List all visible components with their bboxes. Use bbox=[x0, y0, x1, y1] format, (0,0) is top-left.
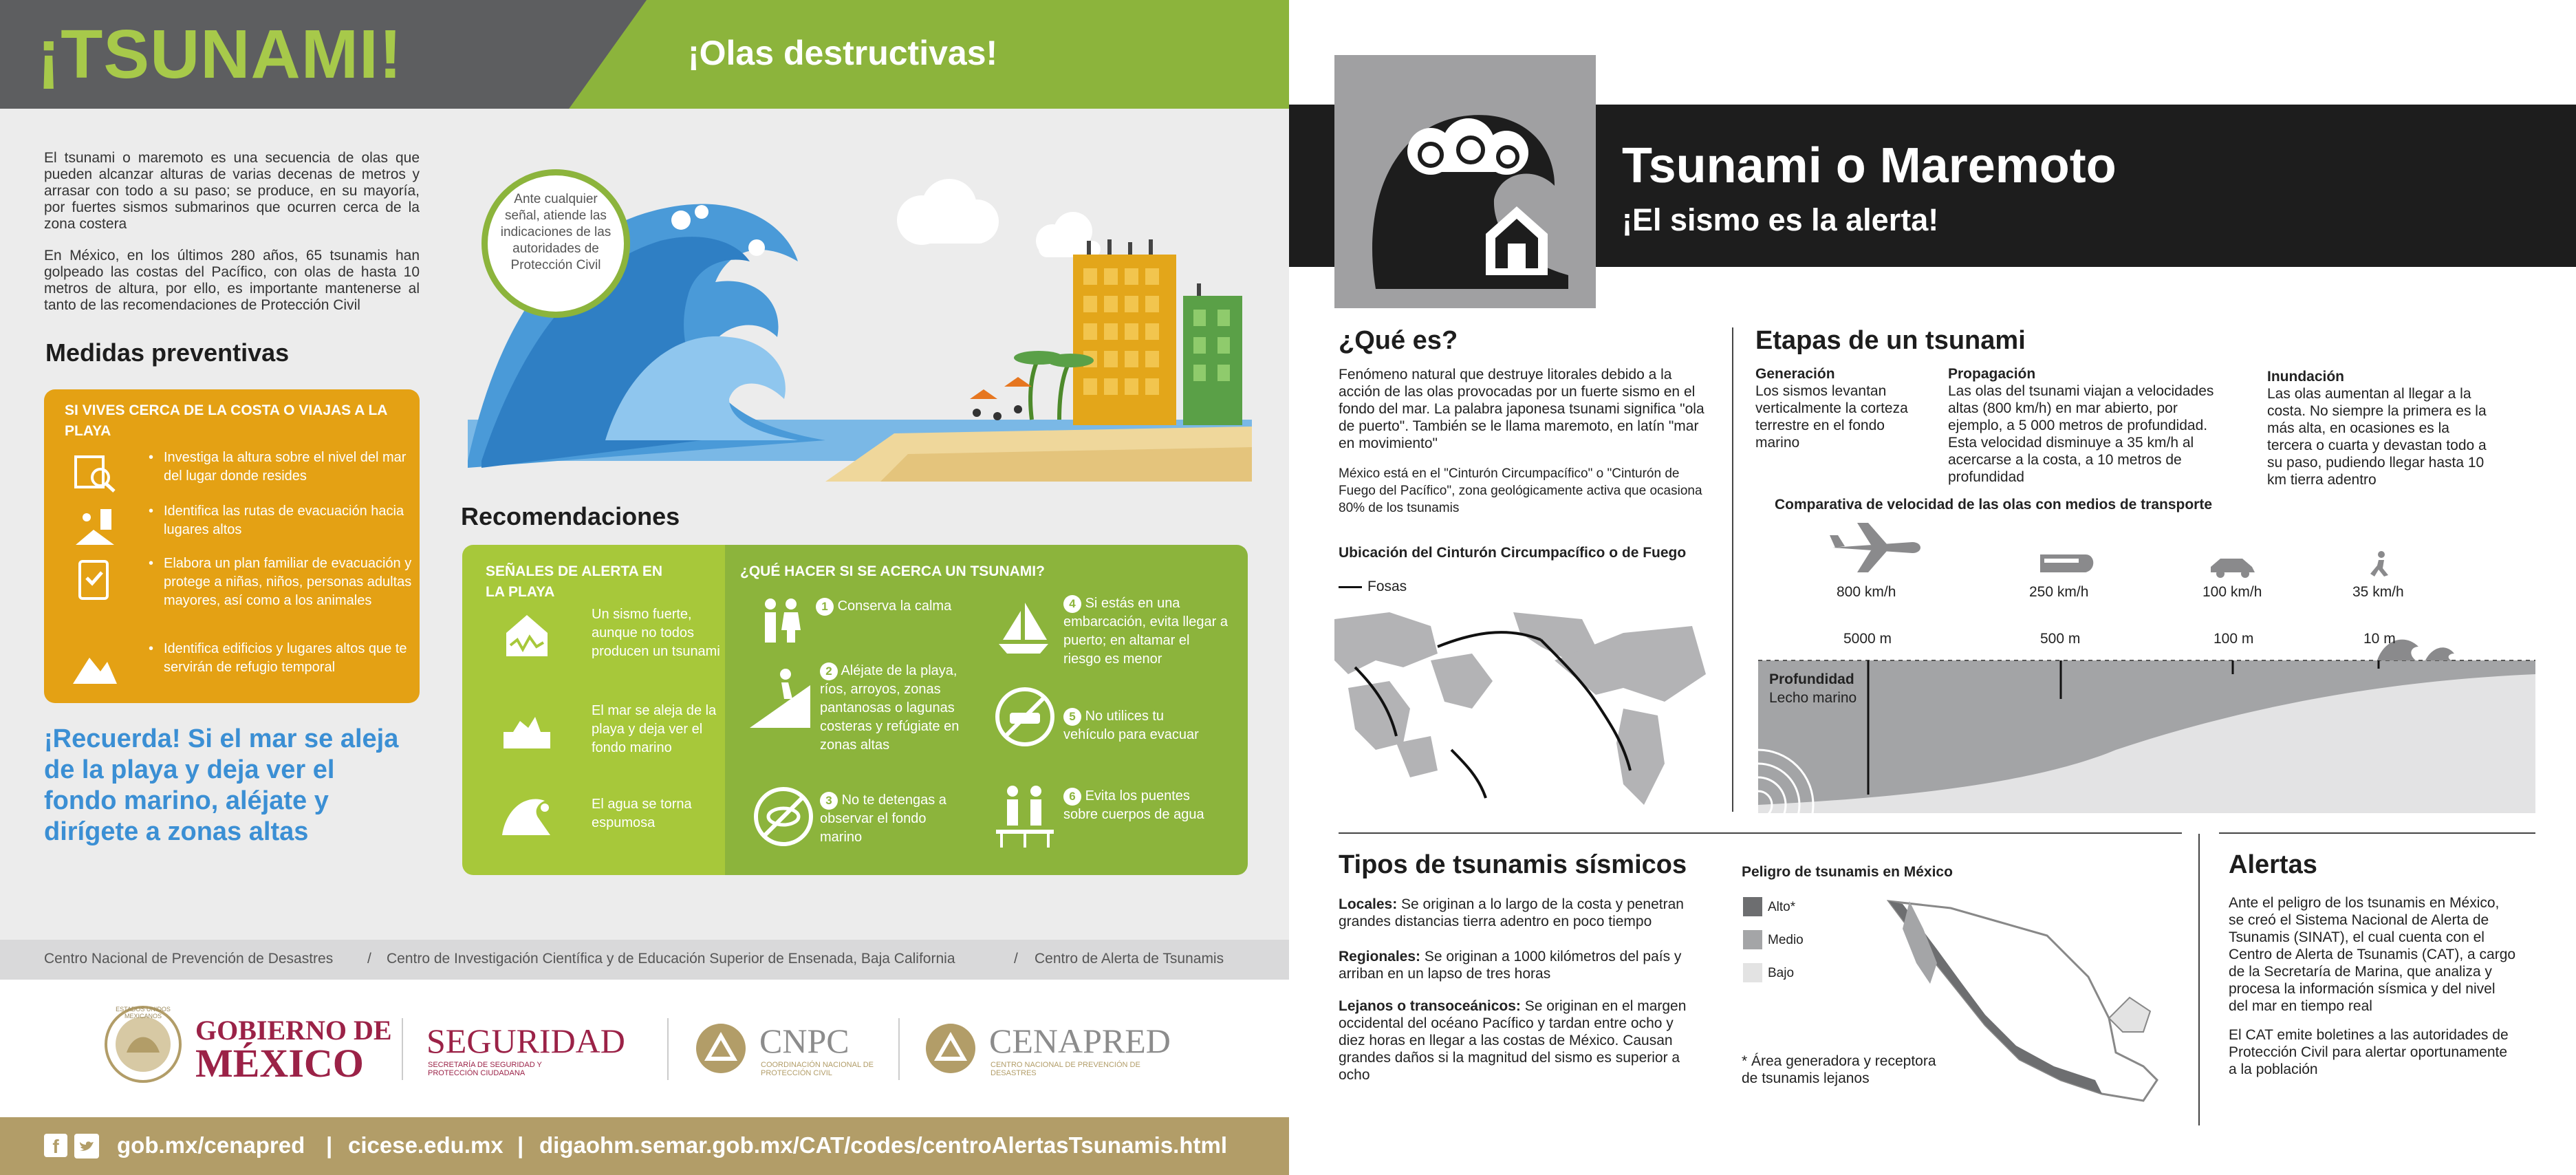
step-number: 3 bbox=[820, 792, 838, 810]
que-hacer-item bbox=[1063, 594, 1229, 669]
medidas-item-text: • Identifica edificios y lugares altos que te servirán de refugio temporal bbox=[164, 640, 418, 677]
senales-item-text: Un sismo fuerte, aunque no todos producen un tsunami bbox=[592, 607, 720, 659]
evacuation-route-icon bbox=[73, 506, 117, 548]
que-hacer-item bbox=[1063, 707, 1215, 744]
comparativa-title: Comparativa de velocidad de las olas con medios de transporte bbox=[1775, 497, 2213, 513]
intro-paragraph-2: En México, en los últimos 280 años, 65 tsunamis han golpeado las costas del Pacífico, con olas de hasta 10 metros de altura, por ello, es importante mantenerse al tanto de las recomendaciones de Protección Civil bbox=[44, 248, 420, 313]
links-separator: | bbox=[326, 1132, 333, 1158]
logo-divider bbox=[402, 1018, 403, 1080]
header-subtitle: ¡Olas destructivas! bbox=[688, 34, 998, 72]
receding-sea-icon bbox=[499, 700, 554, 753]
alertas-title: Alertas bbox=[2229, 850, 2317, 879]
step-text: Aléjate de la playa, ríos, arroyos, zonas pantanosas o lagunas costeras y refúgiate en zonas altas bbox=[820, 663, 960, 753]
que-es-paragraph-2: México está en el "Cinturón Circumpacífico" o "Cinturón de Fuego del Pacífico", zona geológicamente activa que ocasiona 80% de los tsunamis bbox=[1339, 466, 1702, 515]
gob-logo-line1: GOBIERNO DE bbox=[195, 1015, 392, 1046]
tipo-text: Se originan en el margen occidental del océano Pacífico y tardan entre ocho y diez horas en llegar a las costas de México. Causan grandes daños si la magnitud del sismo es superior a ocho bbox=[1339, 998, 1687, 1083]
depth-label: 10 m bbox=[2363, 631, 2396, 647]
peligro-note: * Área generadora y receptora de tsunamis lejanos bbox=[1742, 1053, 1936, 1086]
lecho-label: Lecho marino bbox=[1769, 690, 1857, 706]
section-divider bbox=[1732, 327, 1733, 812]
link-semar-cat[interactable]: digaohm.semar.gob.mx/CAT/codes/centroAlertasTsunamis.html bbox=[539, 1132, 1228, 1158]
medidas-item bbox=[65, 554, 415, 610]
alertas-text-2: El CAT emite boletines a las autoridades de Protección Civil para alertar oportunamente a la población bbox=[2229, 1027, 2509, 1077]
fosas-legend-label: Fosas bbox=[1367, 579, 1407, 594]
right-subtitle: ¡El sismo es la alerta! bbox=[1622, 202, 1939, 237]
tipo-text: Se originan a 1000 kilómetros del país y arriban en un lapso de tres horas bbox=[1339, 949, 1682, 982]
tipo-name: Regionales: bbox=[1339, 949, 1421, 964]
profundidad-label: Profundidad bbox=[1769, 671, 1854, 687]
medidas-item bbox=[65, 449, 415, 504]
step-number: 6 bbox=[1063, 788, 1081, 806]
seal-lettering: ESTADOS UNIDOS MEXICANOS bbox=[116, 1006, 171, 1020]
institution-cenapred: Centro Nacional de Prevención de Desastres bbox=[44, 951, 334, 967]
etapa-name: Propagación bbox=[1948, 366, 2036, 382]
medidas-title: Medidas preventivas bbox=[45, 338, 290, 367]
que-hacer-item bbox=[820, 662, 971, 755]
airplane-icon bbox=[1830, 520, 1925, 575]
medidas-item bbox=[65, 640, 415, 695]
reminder-text: ¡Recuerda! Si el mar se aleja de la playa y deja ver el fondo marino, aléjate y dirígete a zonas altas bbox=[44, 724, 399, 846]
que-hacer-heading: ¿QUÉ HACER SI SE ACERCA UN TSUNAMI? bbox=[740, 563, 1045, 579]
legend-label-alto: Alto* bbox=[1768, 900, 1796, 914]
medidas-item-text: • Elabora un plan familiar de evacuación y protege a niñas, niños, personas adultas mayores, así como a los animales bbox=[164, 554, 418, 610]
tipo-item bbox=[1339, 948, 1696, 982]
speed-label: 35 km/h bbox=[2352, 584, 2404, 600]
legend-swatch-alto bbox=[1743, 897, 1762, 916]
tipo-name: Lejanos o transoceánicos: bbox=[1339, 998, 1521, 1014]
speed-label: 800 km/h bbox=[1837, 584, 1896, 600]
section-divider bbox=[1339, 832, 2182, 834]
speed-label: 250 km/h bbox=[2029, 584, 2089, 600]
senales-heading: SEÑALES DE ALERTA EN LA PLAYA bbox=[486, 563, 663, 600]
peligro-title: Peligro de tsunamis en México bbox=[1742, 864, 1953, 880]
tipo-name: Locales: bbox=[1339, 896, 1398, 912]
step-number: 2 bbox=[820, 662, 838, 680]
seguridad-logo: SEGURIDAD bbox=[426, 1022, 625, 1060]
link-cicese[interactable]: cicese.edu.mx bbox=[348, 1132, 504, 1158]
train-icon bbox=[2037, 549, 2098, 578]
etapa-text: Las olas aumentan al llegar a la costa. No siempre la primera es la más alta, en ocasiones es la tercera o cuarta y devastan todo a su paso, pudiendo llegar hasta 10 km tierra adentro bbox=[2267, 386, 2487, 488]
sailboat-icon bbox=[995, 599, 1052, 656]
link-gob-cenapred[interactable]: gob.mx/cenapred bbox=[117, 1132, 305, 1158]
calm-people-icon bbox=[757, 597, 805, 645]
recomendaciones-title: Recomendaciones bbox=[461, 502, 680, 530]
etapas-title: Etapas de un tsunami bbox=[1755, 326, 2026, 355]
world-map-illustration bbox=[1334, 605, 1717, 816]
links-separator: | bbox=[517, 1132, 524, 1158]
run-uphill-icon bbox=[747, 665, 813, 731]
checklist-icon bbox=[73, 559, 117, 600]
gob-logo-line2: MÉXICO bbox=[195, 1041, 364, 1086]
cnpc-triangle-icon bbox=[693, 1021, 748, 1076]
footer-separator: / bbox=[367, 951, 371, 967]
fosas-legend-swatch bbox=[1339, 586, 1362, 588]
section-divider bbox=[2198, 834, 2200, 1125]
intro-paragraph-1: El tsunami o maremoto es una secuencia de olas que pueden alcanzar alturas de varias decenas de metros y arrasar con todo a su paso; se produce, en su mayoría, por fuertes sismos submarinos que ocurren cerca de la zona costera bbox=[44, 150, 420, 232]
runner-icon bbox=[2369, 550, 2390, 578]
seguridad-logo-sub: SECRETARÍA DE SEGURIDAD Y PROTECCIÓN CIUDADANA bbox=[428, 1061, 542, 1077]
twitter-icon[interactable] bbox=[74, 1134, 99, 1158]
step-text: Si estás en una embarcación, evita llegar a puerto; en altamar el riesgo es menor bbox=[1063, 596, 1229, 667]
tsunami-wave-house-icon bbox=[1348, 69, 1582, 296]
right-title: Tsunami o Maremoto bbox=[1622, 138, 2117, 193]
map-title: Ubicación del Cinturón Circumpacífico o de Fuego bbox=[1339, 545, 1687, 561]
map-search-icon bbox=[73, 453, 117, 494]
step-text: Conserva la calma bbox=[837, 599, 952, 614]
senales-item-text: El mar se aleja de la playa y deja ver el fondo marino bbox=[592, 703, 717, 755]
legend-swatch-medio bbox=[1743, 930, 1762, 949]
que-hacer-item bbox=[816, 597, 953, 616]
que-hacer-item bbox=[820, 791, 971, 847]
tipo-item bbox=[1339, 896, 1696, 930]
legend-label-medio: Medio bbox=[1768, 933, 1804, 947]
mountain-refuge-icon bbox=[73, 644, 117, 685]
etapa-text: Los sismos levantan verticalmente la corteza terrestre en el fondo marino bbox=[1755, 383, 1908, 451]
tipos-title: Tipos de tsunamis sísmicos bbox=[1339, 850, 1687, 879]
etapa-text: Las olas del tsunami viajan a velocidades altas (800 km/h) en mar abierto, por ejemplo, a 5 000 metros de profundidad. Esta velocidad disminuye a 35 km/h al acercarse a la costa, a 10 metros de profundidad bbox=[1948, 383, 2214, 485]
cnpc-logo-sub: COORDINACIÓN NACIONAL DE PROTECCIÓN CIVIL bbox=[761, 1061, 874, 1077]
no-car-icon bbox=[995, 687, 1055, 747]
que-es-paragraph-1: Fenómeno natural que destruye litorales debido a la acción de las olas provocadas por un fuerte sismo en el fondo del mar. La palabra japonesa tsunami significa "ola de puerto". También se le llama maremoto, en latín "mar en movimiento" bbox=[1339, 367, 1704, 451]
medidas-item bbox=[65, 502, 415, 557]
step-text: Evita los puentes sobre cuerpos de agua bbox=[1063, 788, 1204, 822]
institution-cicese: Centro de Investigación Científica y de Educación Superior de Ensenada, Baja California bbox=[387, 951, 955, 967]
senales-item-text: El agua se torna espumosa bbox=[592, 797, 692, 830]
cnpc-logo: CNPC bbox=[759, 1022, 849, 1060]
etapa-name: Inundación bbox=[2267, 369, 2344, 385]
step-number: 4 bbox=[1063, 595, 1081, 613]
foamy-water-icon bbox=[499, 787, 554, 839]
logo-divider bbox=[667, 1018, 669, 1080]
step-number: 1 bbox=[816, 598, 834, 616]
step-number: 5 bbox=[1063, 708, 1081, 726]
speed-label: 100 km/h bbox=[2202, 584, 2262, 600]
cenapred-logo: CENAPRED bbox=[989, 1022, 1171, 1060]
depth-label: 500 m bbox=[2040, 631, 2081, 647]
no-watch-icon bbox=[753, 786, 814, 848]
advice-bubble-text: Ante cualquier señal, atiende las indicaciones de las autoridades de Protección Civil bbox=[500, 192, 611, 272]
tipo-item bbox=[1339, 998, 1696, 1084]
que-es-title: ¿Qué es? bbox=[1339, 326, 1458, 355]
medidas-item-text: • Identifica las rutas de evacuación hacia lugares altos bbox=[164, 502, 418, 539]
institution-cat: Centro de Alerta de Tsunamis bbox=[1035, 951, 1224, 967]
que-hacer-item bbox=[1063, 787, 1215, 824]
facebook-icon[interactable]: f bbox=[44, 1134, 67, 1157]
medidas-heading: SI VIVES CERCA DE LA COSTA O VIAJAS A LA PLAYA bbox=[65, 402, 387, 439]
tipo-text: Se originan a lo largo de la costa y penetran grandes distancias tierra adentro en poco tiempo bbox=[1339, 896, 1684, 929]
step-text: No utilices tu vehículo para evacuar bbox=[1063, 709, 1199, 742]
earthquake-house-icon bbox=[499, 608, 554, 660]
depth-label: 100 m bbox=[2214, 631, 2254, 647]
section-divider bbox=[2219, 832, 2535, 834]
legend-swatch-bajo bbox=[1743, 963, 1762, 982]
step-text: No te detengas a observar el fondo marino bbox=[820, 793, 946, 845]
cenapred-triangle-icon bbox=[923, 1021, 978, 1076]
medidas-item-text: • Investiga la altura sobre el nivel del mar del lugar donde resides bbox=[164, 449, 418, 486]
depth-label: 5000 m bbox=[1843, 631, 1892, 647]
legend-label-bajo: Bajo bbox=[1768, 966, 1795, 980]
bridge-people-icon bbox=[993, 784, 1057, 850]
car-icon bbox=[2208, 554, 2258, 578]
header-title: ¡TSUNAMI! bbox=[37, 16, 403, 93]
etapa-name: Generación bbox=[1755, 366, 1835, 382]
cenapred-logo-sub: CENTRO NACIONAL DE PREVENCIÓN DE DESASTRES bbox=[991, 1061, 1140, 1077]
logo-divider bbox=[898, 1018, 900, 1080]
footer-separator: / bbox=[1014, 951, 1018, 967]
alertas-text: Ante el peligro de los tsunamis en México, se creó el Sistema Nacional de Alerta de Tsunamis (SINAT), el cual cuenta con el Centro de Alerta de Tsunamis (CAT), a cargo de la Secretaría de Marina, que analiza y procesa la información sísmica y del nivel del mar en tiempo real bbox=[2229, 895, 2516, 1014]
